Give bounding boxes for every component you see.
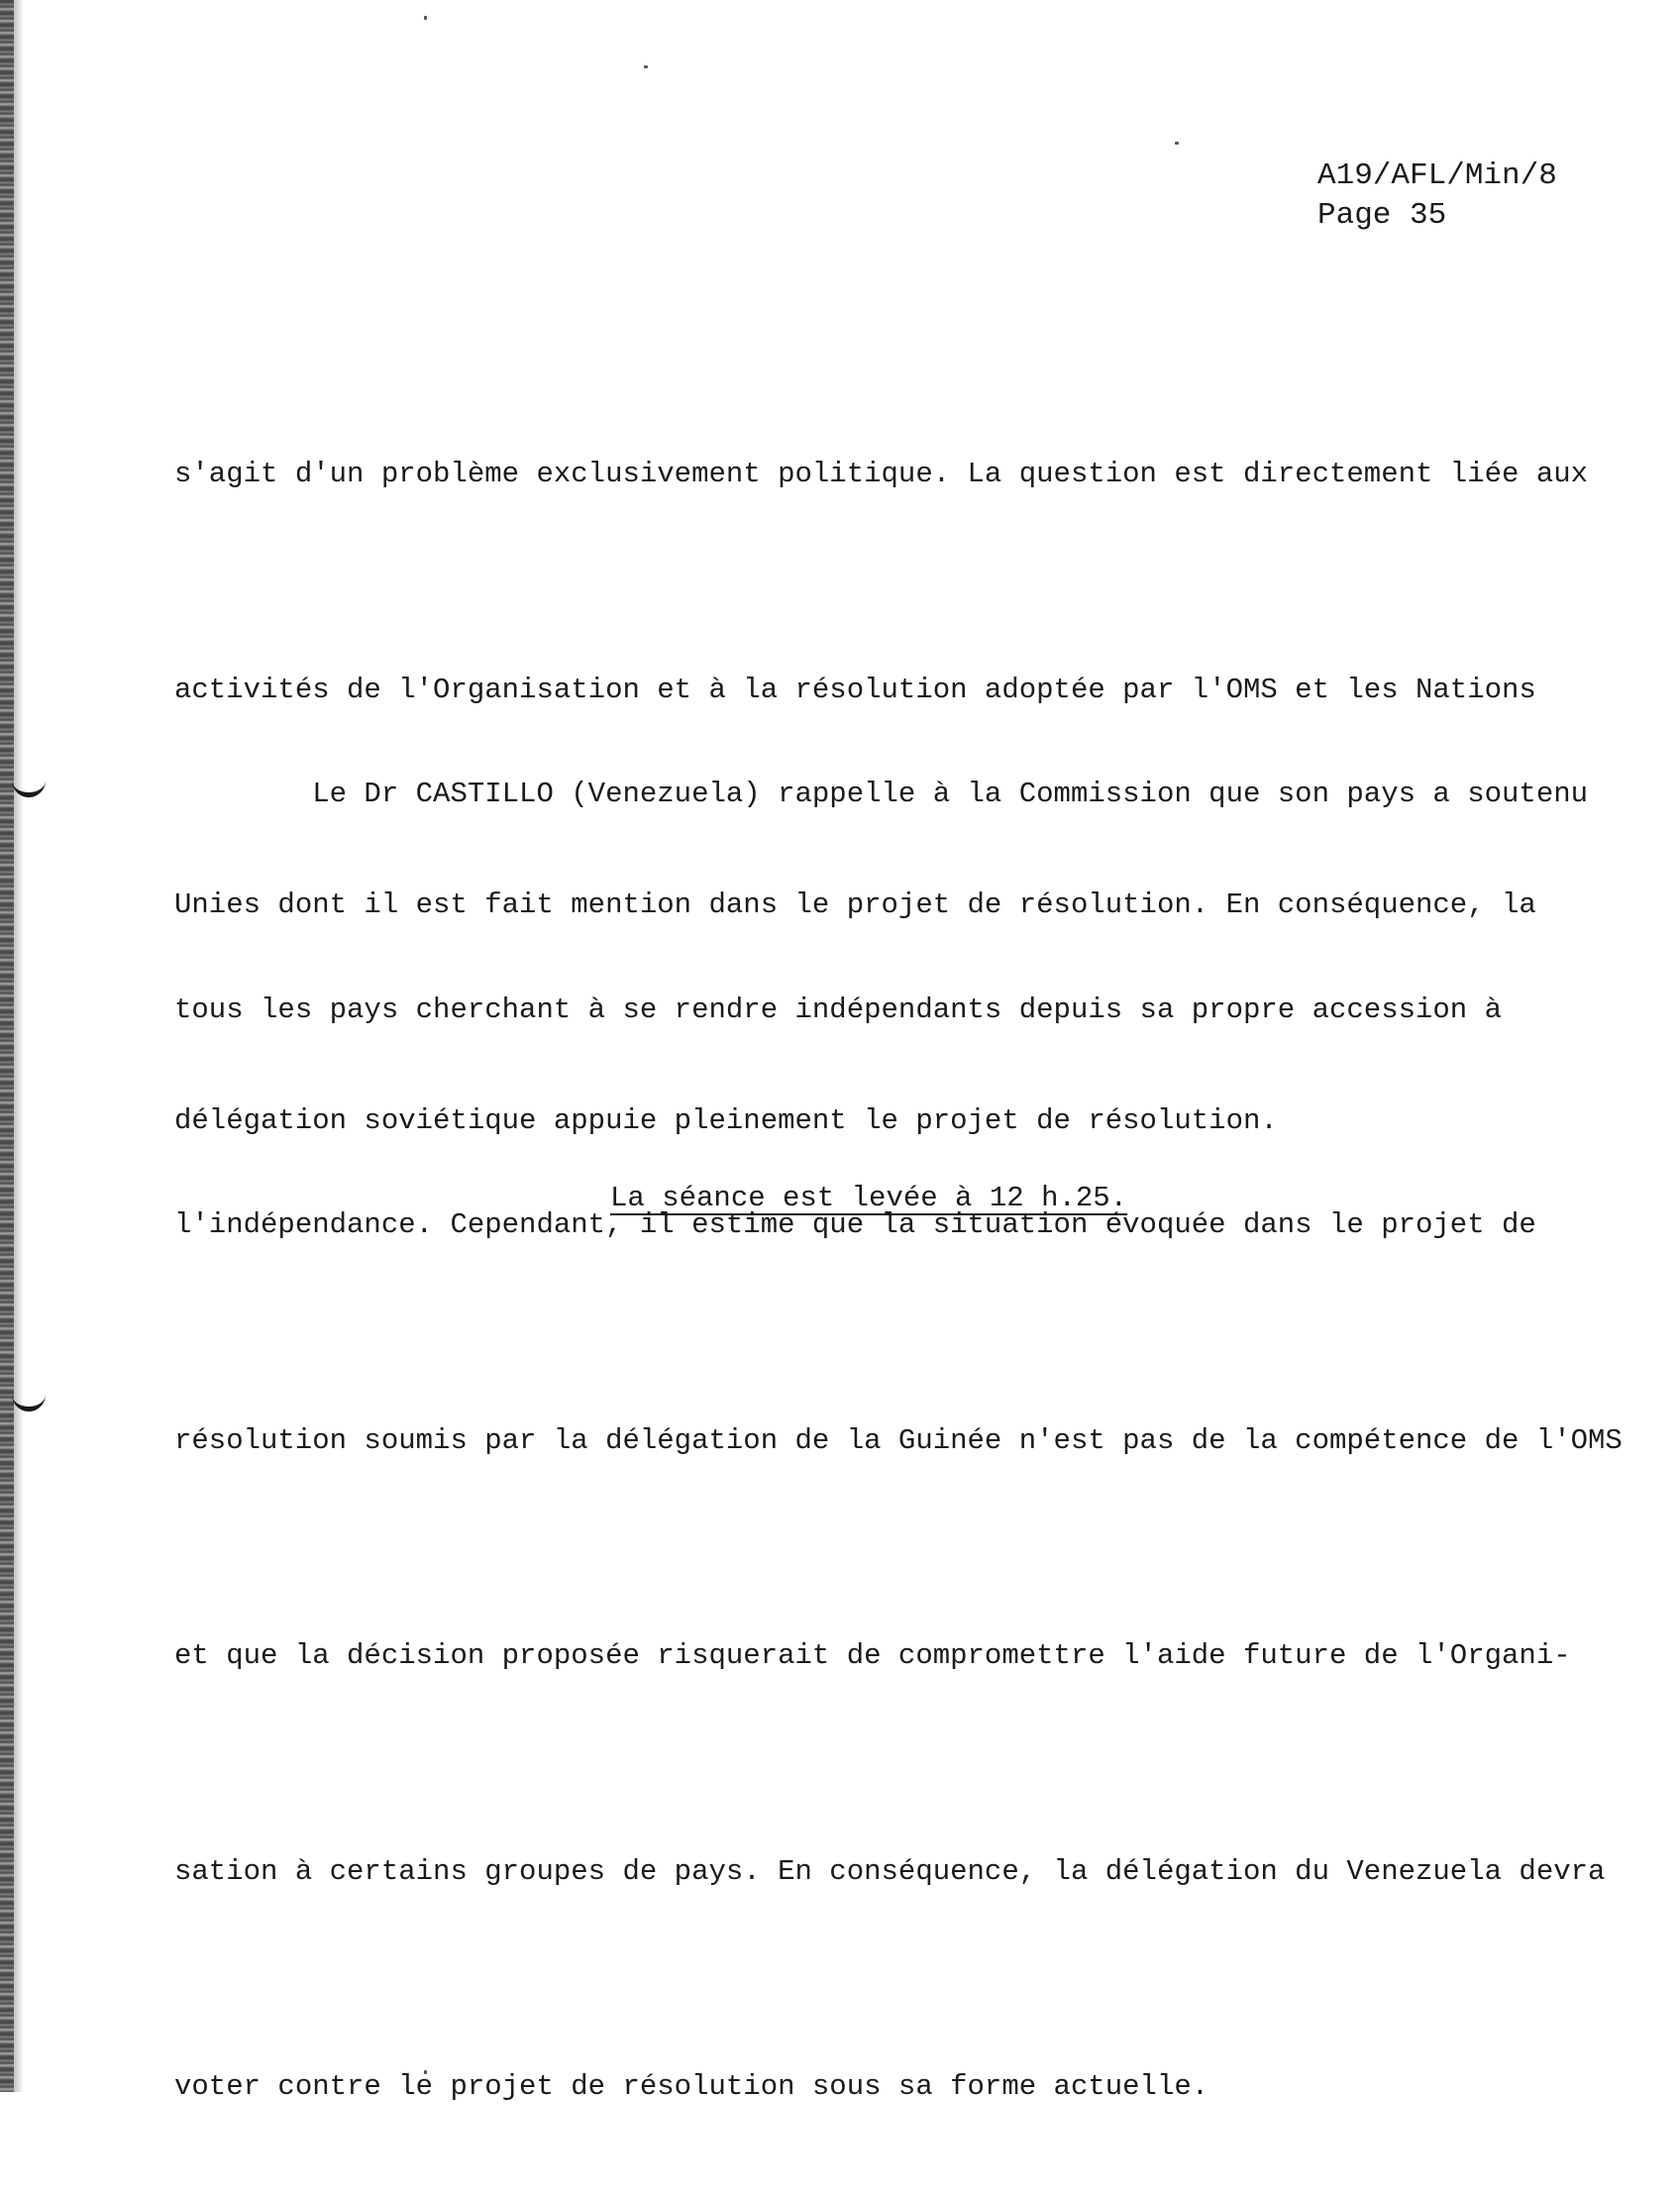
text-line: activités de l'Organisation et à la résolution adoptée par l'OMS et les Nations [174, 673, 1536, 706]
text-line: s'agit d'un problème exclusivement politique. La question est directement liée aux [174, 458, 1589, 490]
text-line: l'indépendance. Cependant, il estime que la situation évoquée dans le projet de [174, 1208, 1536, 1241]
document-code: A19/AFL/Min/8 [1317, 158, 1557, 193]
paragraph-castillo-venezuela [174, 615, 1623, 2195]
text-line: résolution soumis par la délégation de la Guinée n'est pas de la compétence de l'OMS [174, 1423, 1623, 1457]
page-number: Page 35 [1317, 198, 1447, 233]
document-reference [1317, 157, 1557, 236]
closing-statement: La séance est levée à 12 h.25. [610, 1182, 1128, 1214]
scan-speck [424, 16, 427, 20]
text-line: voter contre le projet de résolution sous sa forme actuelle. [174, 2070, 1209, 2103]
scan-binding-edge [0, 0, 14, 2092]
text-line: délégation soviétique appuie pleinement le projet de résolution. [174, 1103, 1278, 1137]
text-line: sation à certains groupes de pays. En conséquence, la délégation du Venezuela devra [174, 1854, 1606, 1888]
text-line: et que la décision proposée risquerait de compromettre l'aide future de l'Organi- [174, 1639, 1571, 1672]
text-line: Unies dont il est fait mention dans le projet de résolution. En conséquence, la [174, 888, 1536, 921]
scan-speck [1175, 142, 1179, 145]
text-line: tous les pays cherchant à se rendre indépendants depuis sa propre accession à [174, 993, 1503, 1026]
text-line: Le Dr CASTILLO (Venezuela) rappelle à la Commission que son pays a soutenu [174, 778, 1589, 810]
scan-edge-shadow [14, 0, 24, 2092]
scan-speck [644, 65, 648, 68]
